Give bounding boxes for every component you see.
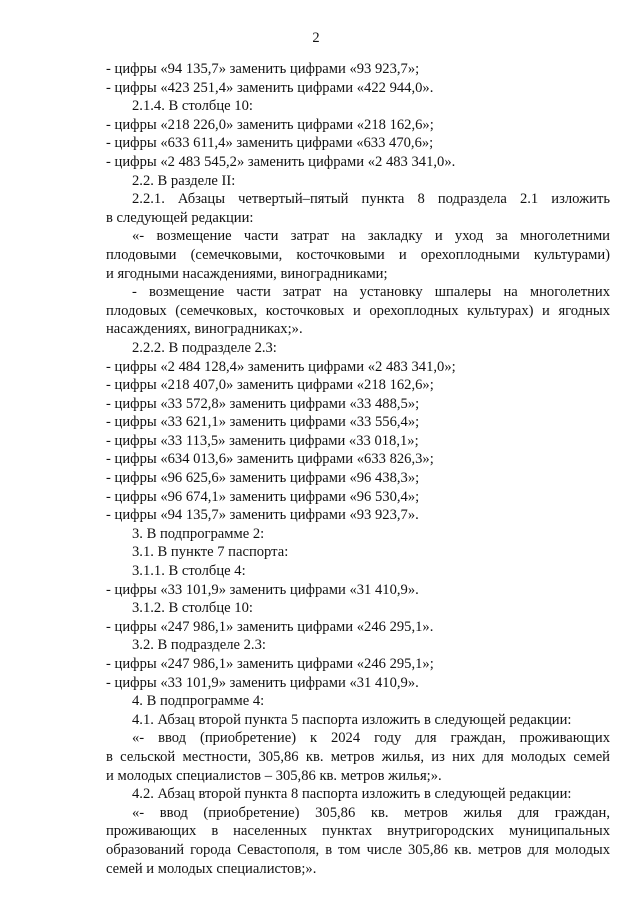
text-line: - цифры «96 674,1» заменить цифрами «96 530,4»; [106,488,420,505]
text-line: - цифры «33 101,9» заменить цифрами «31 410,9». [106,581,419,598]
text-line: 3. В подпрограмме 2: [132,525,265,542]
text-line: 4.1. Абзац второй пункта 5 паспорта изложить в следующей редакции: [132,711,572,728]
text-line: образований города Севастополя, в том числе 305,86 кв. метров для молодых [106,841,610,858]
text-line: 2.1.4. В столбце 10: [132,98,253,115]
text-line: «- возмещение части затрат на закладку и уход за многолетними [132,228,610,245]
text-line: - цифры «33 572,8» заменить цифрами «33 488,5»; [106,395,420,412]
text-line: - цифры «96 625,6» заменить цифрами «96 438,3»; [106,470,420,487]
text-line: 2.2.2. В подразделе 2.3: [132,339,277,356]
text-line: и молодых специалистов – 305,86 кв. метров жилья;». [106,767,442,784]
text-line: - цифры «2 483 545,2» заменить цифрами «2 483 341,0». [106,153,456,170]
text-line: - цифры «247 986,1» заменить цифрами «246 295,1». [106,618,434,635]
text-line: «- ввод (приобретение) к 2024 году для граждан, проживающих [132,730,610,747]
text-line: - цифры «423 251,4» заменить цифрами «422 944,0». [106,79,434,96]
text-line: - цифры «218 226,0» заменить цифрами «218 162,6»; [106,116,434,133]
text-line: плодовыми (семечковыми, косточковыми и орехоплодными культурами) [106,246,610,263]
text-line: - цифры «94 135,7» заменить цифрами «93 923,7»; [106,61,420,77]
text-line: 3.1.1. В столбце 4: [132,563,246,580]
text-line: - цифры «218 407,0» заменить цифрами «218 162,6»; [106,377,434,394]
text-line: 3.2. В подразделе 2.3: [132,637,266,654]
text-line: - цифры «634 013,6» заменить цифрами «633 826,3»; [106,451,434,468]
text-line: в следующей редакции: [106,209,254,226]
text-line: - цифры «33 113,5» заменить цифрами «33 018,1»; [106,432,419,449]
text-line: 2.2.1. Абзацы четвертый–пятый пункта 8 подраздела 2.1 изложить [132,191,610,208]
text-line: 2.2. В разделе II: [132,172,236,189]
text-line: - возмещение части затрат на установку шпалеры на многолетних [132,284,610,301]
text-line: - цифры «633 611,4» заменить цифрами «633 470,6»; [106,135,434,152]
text-line: в сельской местности, 305,86 кв. метров жилья, из них для молодых семей [106,748,610,765]
text-line: «- ввод (приобретение) 305,86 кв. метров жилья для граждан, [132,804,610,821]
text-line: 4. В подпрограмме 4: [132,693,265,710]
text-line: - цифры «2 484 128,4» заменить цифрами «2 483 341,0»; [106,358,456,375]
text-line: - цифры «33 101,9» заменить цифрами «31 410,9». [106,674,419,691]
text-line: плодовых (семечковых, косточковых и орехоплодных культурах) и ягодных [106,302,610,319]
page-number: 2 [312,30,320,46]
text-line: и ягодными насаждениями, виноградниками; [106,265,388,282]
text-line: семей и молодых специалистов;». [106,860,317,877]
text-line: 4.2. Абзац второй пункта 8 паспорта изложить в следующей редакции: [132,786,572,803]
text-line: 3.1.2. В столбце 10: [132,600,253,617]
text-line: 3.1. В пункте 7 паспорта: [132,544,289,561]
document-body [106,60,610,878]
text-line: проживающих в населенных пунктах внутригородских муниципальных [106,823,610,840]
text-line: - цифры «94 135,7» заменить цифрами «93 923,7». [106,507,419,524]
text-line: насаждениях, виноградниках;». [106,321,303,338]
text-line: - цифры «247 986,1» заменить цифрами «246 295,1»; [106,656,434,672]
text-line: - цифры «33 621,1» заменить цифрами «33 556,4»; [106,414,420,431]
